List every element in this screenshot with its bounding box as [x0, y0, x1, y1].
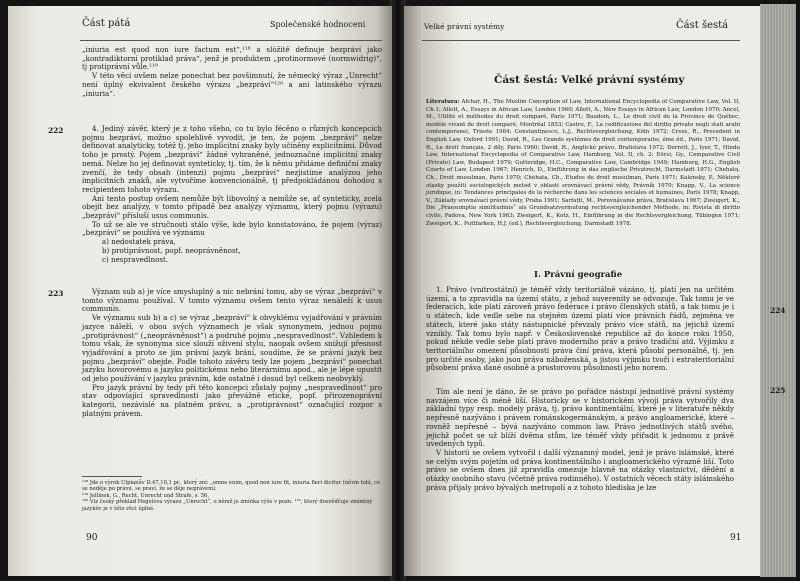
right-header-chapter: Velké právní systémy — [424, 22, 505, 31]
footnote: ¹¹⁸ Jde o výrok Ulpianův D.47,10,1 pr., který zní: „omne enim, quod non iure fit, iniuria fieri dicitur (něvm totž, co se neděje po právu, se praví, že se děje neprávem). — [82, 480, 381, 493]
section-title: I. Právní geografie — [534, 270, 623, 280]
right-page-number: 91 — [730, 533, 742, 543]
bibliography — [426, 99, 740, 228]
left-section-222 — [82, 125, 382, 264]
left-section-223 — [82, 288, 382, 419]
margin-number-225: 225 — [770, 386, 786, 395]
left-header-rule — [80, 40, 382, 41]
right-header-part: Část šestá — [676, 20, 729, 31]
right-header-rule — [422, 40, 740, 41]
left-page — [8, 6, 392, 576]
footnote: ¹²⁰ Viz český překlad Hegelova výrazu „Unrecht“, o němž je zmínka výše v pozn. ¹¹⁶, který dosvědčuje zmíněný jazykóv je v této věci úplné. — [82, 499, 373, 512]
footnote-rule — [82, 476, 142, 477]
page-edges — [760, 4, 796, 577]
paragraph: V historii se ovšem vytvořil i další významný model, jenž je právo islámské, které se celým svým pojetím od práva kontinentálního i angloamerického výrazně liší. Toto právo se ovšem dnes již zpravidla omezuje hlavně na otázky vlastnictví, dědění a otázky osobního stavu (včetně práva rodinného). V ostatních věcech státy islámského práva přijaly právo bývalých metropolí a z tohoto hlediska je lze — [426, 447, 734, 492]
footnote: ¹¹⁹ Jellinek, G., Recht, Unrecht und Strafe, s. 56. — [82, 492, 209, 499]
paragraph: 1. Právo (vnitrostátní) je téměř vždy teritoriálně vázáno, tj. platí jen na určitém území, a to zpravidla na území státu, z jehož suverenity se odvozuje. Tak tomu je ve federacích, kde platí zároveň právo federace i právo členských států, a tak tomu je i u státech, kde vedle sebe na stejném území platí více právních řádů, zejména ve státech, které jako státy nástupnické převzaly právo více států, na jejichž území vznikly. Tak tomu bylo např. v Československé republice až do konce roku 1950, pokud někde vedle sebe platí právo moderního práv a právo tradiční atd. Výjimku z teritoriálního omezení působnosti práva činí práva, která působí personálně, tj. jen pro určité osoby, jako jsou práva náboženská, a jistou výjimku tvoří i extrateritoriální působení práva dané osobně a prostorovou působností jeho norem. — [426, 285, 734, 373]
right-section-225 — [426, 388, 734, 492]
paragraph: Tím ale není je dáno, že se právo po pořádce nástupí jednotlivé právní systémy navzájem více či méně liší. Historicky se v historickém vývoji práva vytvořily dva základní typy resp. modely práva, tj. právo kontinentální, které je v literatuře někdy nepřesně nazýváno i právem románskogermánským, a právo angloamerické, které – rovněž nepřesně – bývá nazýváno common law. Právo jednotlivých států svého, jejichž počet se už blíží dvěma stům, lze téměř vždy přiřadit k jednomu z právě uvedených typů. — [426, 387, 734, 449]
list-item: a) nedostatek práva, — [102, 237, 176, 247]
part-title: Část šestá: Velké právní systémy — [494, 74, 685, 86]
left-page-number: 90 — [86, 533, 98, 543]
paragraph: „iniuria est quod non iure factum est“,¹¹⁸ a slòžitě definuje bezpráví jako „kontradiktorní protiklad práva“, jenž je produktem „protinormové (normwidrig)“, tj protiprávní vůle.¹¹⁹ — [82, 45, 382, 72]
bibliography-text: Afchar, H., The Muslim Conception of Law, International Encyclopedia of Comparative Law, Vol. II, Ch.1; Allott, A., Essays in African Law, London 1960; Allott, A., New Essays in African Law, London 1970; Ancel, M., Utilité et méthodes du droit comparé, Paris 1971; Baudoin, L., Le droit civil de la Province de Québec, modèle vivant de droit comparé, Montréal 1853; Castro, F., La codificazione del diritto privato negli stati arabi contemporanei, Trieste 1984; Constantinesco, L.J., Rechtsvergleichung, Köln 1972; Cross, R., Precedent in English Law, Oxford 1991; David, R., Les Grands systèmes de droit contemporains, éme éd., Paris 1971; David, R., Le droit français, 2 díly, Paris 1960; David, R., Anglické právo, Bratislava 1972; Derrett, J., Iyer, T., Hindu Law, International Encyclopedia of Comparative Law, Hamburg, Vol. II, ch. 2; Eörsi, Gy., Comparative Civil (Private) Law, Budapest 1979; Gutteridge, H.C., Comparative Law, Cambridge 1949; Hamburg, H.G., English Courts of Law, London 1967; Henrich, D., Einführung in das englische Privatrecht, Darmstadt 1971; Chehata, Ch., Droit musulman, Paris 1970; Chehata, Ch., Etudes de droit musulman, Paris 1971; Kalensky, P., Některé otazky použití sociologických metod v oblasti srovnávací právní vědy, Právník 1970; Knapp, V., La science juridique, in: Tendances principales de la recherche dans les sciences sociales et humaines, Paris 1978; Knapp, V., Základy srovnávací právní vědy, Praha 1991; Sarfatti, M., Porovnávanie práva, Bratislava 1967; Zweigert, K., Die „Praesumptio similitudinis“ als Grundsatzvermutung rechtsvergleichender Methode, in: Rivista di diritto civile, Padova, New York 1963; Zweigert, K., Kotz, H., Einführung in die Rechtsvergleichung, Tübingen 1971; Zweigert, K., Puttfarken, H.J. (ed.), Rechtsvergleichung, Darmstadt 1978. — [426, 99, 740, 227]
left-header-chapter: Společenské hodnoceni — [270, 20, 366, 29]
left-intro-text — [82, 46, 382, 98]
list-item: b) protiprávnost, popf. neoprávněnost, — [102, 245, 241, 255]
paragraph: V této věci ovšem nelze ponechat bez povšimnutí, že německý výraz „Unrecht“ není úplný ekvivalent českého výrazu „bezpráví“¹²⁰ a ani latinského výrazu „iniuria“. — [82, 71, 382, 98]
right-section-224 — [426, 286, 734, 373]
left-header-part: Část pátá — [82, 18, 131, 29]
right-page — [404, 6, 760, 576]
margin-number-222: 222 — [48, 126, 64, 135]
paragraph: Význam sub a) je více smysluplný a nic nebrání tomu, aby se výraz „bezpráví“ v tomto významu používal. V tomto významu ovšem tento výraz nenáleží k usus communis. — [82, 287, 382, 314]
paragraph: Ani tento postup ovšem nemůže být libovolný a nemůže se, ať synteticky, zcela obejít bez analýzy, v tomto případě bez analýzy významu, který pojmu (výrazu) „bezpráví“ přísluší usus communis. — [82, 193, 382, 221]
paragraph: To už se ale ve stručnosti stálo výše, kde bylo konstatováno, že pojem (výraz) „bezpráví“ se používá ve významu — [82, 219, 382, 238]
left-footnotes — [82, 480, 382, 512]
paragraph: 4. Jediný závěr, který je z toho všeho, co tu bylo fécěno o různých koncepcích pojmu bezpráví, možno spolehlivě vyvodit, je ten, že pojem „bezpráví“ nelze definovat analyticky, totéž tj. jeho implicitní znaky byly učiněny explicitními. Důvod toho je prostý. Pojem „bezpráví“ žádné vyhraněné, jednoznačné implicitní znaky nemá. Nelze ho jej definovat synteticky, tj. tím, že k němu přidáme definiční znaky zvenčí, že tedy obsah (intenzi) pojmu „bezpráví“ nezjistíme analýzou jeho implicitních znaků, ale vytvoříme konvencionálně, tj předpokládánou dohodou s recipientem tohoto výrazu. — [82, 124, 382, 194]
margin-number-224: 224 — [770, 306, 786, 315]
list-item: c) nespravedlnost. — [102, 254, 169, 264]
margin-number-223: 223 — [48, 289, 64, 298]
paragraph: Ve významu sub b) a c) se výraz „bezpráví“ k obvyklému vyjadřování v právním jazyce náleží, v obou svých významech je však synonymem, jednou pojmu „protiprávnost“ („neoprávněnost“) a podruhé pojmu „nespravedlnost“. Vzhledem k tomu však, že synonyma sice slouží oživení stylu, naopak ovšem snižují přesnost vyjadřování a proto se jim právní jazyk brání, soudíme, že se právní jazyk bez pojmu „bezpráví“ obejde. Podle tohoto závěru tedy lze pojem „bezpráví“ ponechat jazyku hovorovému a jazyku politickému nebo literárnímu apod., ale je lépe upustit od jeho používání v jazyku právním, kde ostatně i dosud byl celkem neobvyklý. — [82, 313, 382, 384]
paragraph: Pro jazyk právní by tedy při této koncepci zůstaly pojmy „nespravedlnost“ pro stav odpovíající spravedlnosti jako převážně etické, popf. přirozenoprávní kategorii, nezávislé na platném právu, a „protiprávnost“ označující rozpor s platným právem. — [82, 382, 382, 418]
bibliography-label: Literatura: — [426, 99, 460, 105]
